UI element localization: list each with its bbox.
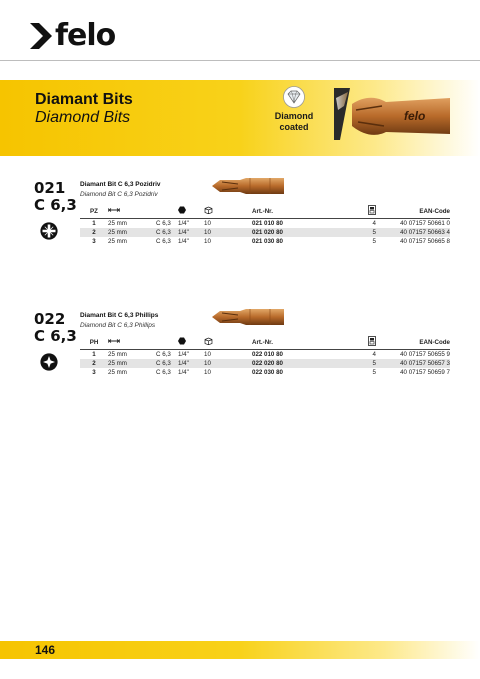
art-nr-cell: 022 030 80: [252, 369, 283, 376]
art-nr-header: Art.-Nr.: [252, 204, 338, 219]
length-cell: 25 mm: [108, 359, 156, 368]
size-header: PH: [80, 335, 108, 350]
qty-cell: 10: [204, 228, 252, 237]
drive-cell: C 6,3: [156, 228, 178, 237]
section-subtitle: Diamond Bit C 6,3 Pozidriv: [80, 191, 158, 198]
drive-cell: C 6,3: [156, 369, 171, 376]
drive-header: [156, 204, 178, 219]
box-cell: 5: [338, 228, 384, 237]
qty-cell: 10: [204, 359, 252, 368]
package-header: [204, 204, 252, 219]
box-header: [338, 335, 384, 350]
art-nr-cell: 021 020 80: [252, 228, 338, 237]
hex-drive-icon: [178, 206, 186, 214]
diamond-icon: [283, 86, 305, 108]
table-row: [80, 219, 450, 229]
ean-cell: 40 07157 50665 8: [400, 238, 450, 245]
size-cell: 3: [92, 369, 96, 376]
hex-header: [178, 335, 204, 350]
table-header: [80, 204, 450, 219]
drive-cell: C 6,3: [156, 351, 171, 358]
inch-cell: 1/4": [178, 228, 204, 237]
box-icon: [368, 205, 376, 215]
qty-cell: 10: [204, 220, 211, 227]
size-cell: 1: [92, 351, 96, 358]
ean-cell: 40 07157 50663 4: [384, 228, 450, 237]
size-header: PZ: [80, 204, 108, 219]
ean-cell: 40 07157 50661 0: [400, 220, 450, 227]
article-code-number: 022: [34, 310, 66, 328]
art-nr-cell: 022 020 80: [252, 359, 338, 368]
table-row: [80, 350, 450, 360]
spec-table: [80, 335, 450, 377]
ean-cell: 40 07157 50657 3: [384, 359, 450, 368]
article-code: [34, 180, 77, 214]
art-nr-header: Art.-Nr.: [252, 335, 338, 350]
size-cell: 2: [80, 359, 108, 368]
length-header: [108, 335, 156, 350]
phillips-icon: [40, 353, 58, 371]
drive-header: [156, 335, 178, 350]
box-cell: 4: [372, 220, 376, 227]
article-code-number: 021: [34, 179, 66, 197]
table-header: [80, 335, 450, 350]
section-title: Diamant Bit C 6,3 Pozidriv: [80, 181, 161, 188]
table-row: [80, 237, 450, 246]
package-header: [204, 335, 252, 350]
drive-cell: C 6,3: [156, 238, 171, 245]
inch-cell: 1/4": [178, 351, 189, 358]
inch-cell: 1/4": [178, 238, 189, 245]
size-cell: 2: [80, 228, 108, 237]
length-cell: 25 mm: [108, 351, 127, 358]
ean-header: EAN-Code: [384, 335, 450, 350]
table-row: [80, 228, 450, 237]
box-cell: 5: [372, 238, 376, 245]
article-code-drive: C 6,3: [34, 327, 77, 345]
ean-header: EAN-Code: [384, 204, 450, 219]
table-row: [80, 359, 450, 368]
section-title: Diamant Bit C 6,3 Phillips: [80, 312, 159, 319]
section-subtitle: Diamond Bit C 6,3 Phillips: [80, 322, 156, 329]
size-cell: 3: [92, 238, 96, 245]
package-icon: [204, 206, 213, 214]
header-divider: [0, 60, 480, 61]
qty-cell: 10: [204, 238, 211, 245]
box-icon: [368, 336, 376, 346]
length-cell: 25 mm: [108, 228, 156, 237]
page-title: Diamant Bits: [35, 91, 133, 108]
bit-image: [210, 175, 286, 197]
felo-logo: [30, 20, 115, 52]
size-cell: 1: [92, 220, 96, 227]
hex-header: [178, 204, 204, 219]
ean-cell: 40 07157 50655 9: [400, 351, 450, 358]
ean-cell: 40 07157 50659 7: [400, 369, 450, 376]
article-code: [34, 311, 77, 345]
box-header: [338, 204, 384, 219]
art-nr-cell: 021 030 80: [252, 238, 283, 245]
article-code-drive: C 6,3: [34, 196, 77, 214]
art-nr-cell: 022 010 80: [252, 351, 283, 358]
brand-name: felo: [55, 18, 116, 53]
box-cell: 4: [372, 351, 376, 358]
bit-engraving: felo: [404, 109, 426, 123]
pozidriv-icon: [40, 222, 58, 240]
table-row: [80, 368, 450, 377]
bit-closeup-photo: [334, 88, 450, 140]
inch-cell: 1/4": [178, 369, 189, 376]
spec-table: [80, 204, 450, 246]
length-icon: [108, 338, 120, 344]
page-number: 146: [35, 643, 56, 657]
drive-cell: C 6,3: [156, 220, 171, 227]
length-cell: 25 mm: [108, 369, 127, 376]
drive-cell: C 6,3: [156, 359, 178, 368]
footer-bar: [0, 641, 480, 659]
hex-drive-icon: [178, 337, 186, 345]
length-header: [108, 204, 156, 219]
page-subtitle: Diamond Bits: [35, 109, 131, 126]
art-nr-cell: 021 010 80: [252, 220, 283, 227]
inch-cell: 1/4": [178, 359, 204, 368]
length-icon: [108, 207, 120, 213]
length-cell: 25 mm: [108, 238, 127, 245]
length-cell: 25 mm: [108, 220, 127, 227]
qty-cell: 10: [204, 369, 211, 376]
diamond-coated-label: Diamond coated: [274, 111, 314, 132]
package-icon: [204, 337, 213, 345]
box-cell: 5: [338, 359, 384, 368]
inch-cell: 1/4": [178, 220, 189, 227]
box-cell: 5: [372, 369, 376, 376]
chevron-logo-icon: [30, 23, 52, 49]
qty-cell: 10: [204, 351, 211, 358]
bit-image: [210, 306, 286, 328]
